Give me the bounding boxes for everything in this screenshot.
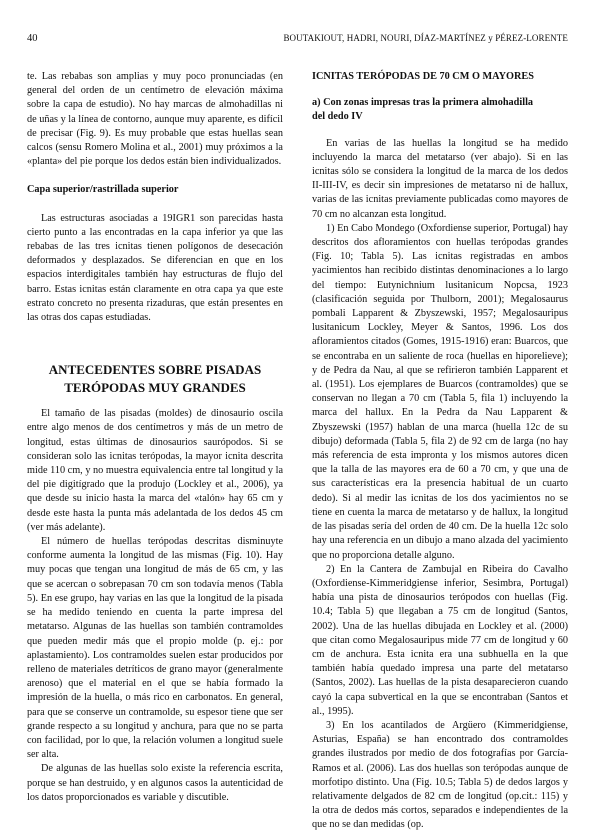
right-column bbox=[312, 70, 568, 833]
paragraph-cantera-zambujal: 2) En la Cantera de Zambujal en Ribeira do Cavalho (Oxfordiense-Kimmeridgiense inferior, Sesimbra, Portugal) había una pista de dinosaurios terópodos con huellas (Fig. 10.4; Tabla 5) que llegaban a 75 cm de longitud (Santos, 2002). Una de las huellas dibujada en Lockley et al. (2000) que citan como Megalosauripus mide 77 cm de longitud y 60 cm de anchura. Esta icnita era una subhuella en la que también había quedado impresa una parte del metatarso (Santos, 2002). Las huellas de la pista desaparecieron cuando cayó la capa subvertical en la que se encontraban (Santos et al., 1995). bbox=[312, 563, 568, 717]
left-column bbox=[27, 70, 283, 805]
section-heading-upper-layer: Capa superior/rastrillada superior bbox=[27, 184, 179, 196]
page-header bbox=[27, 33, 568, 47]
paragraph-written-references: De algunas de las huellas solo existe la referencia escrita, porque se han destruido, y en algunos casos la autenticidad de los datos proporcionados es variable y discutible. bbox=[27, 763, 283, 803]
paragraph-metatarsus-length: En varias de las huellas la longitud se ha medido incluyendo la marca del metatarso (ver abajo). Si en las icnitas sólo se considera la longitud de la marca de los dedos II-III-IV, es decir sin impresiones de metatarso ni de hallux, varias de las icnitas previamente publicadas como mayores de 70 cm no alcanzan esta longitud. bbox=[312, 137, 568, 220]
section-heading-antecedentes-2: TERÓPODAS MUY GRANDES bbox=[64, 380, 246, 396]
page-number: 40 bbox=[27, 33, 38, 44]
subsection-heading-a-1: a) Con zonas impresas tras la primera almohadilla bbox=[312, 97, 534, 109]
paragraph-upper-layer: Las estructuras asociadas a 19IGR1 son parecidas hasta cierto punto a las encontradas en la capa inferior ya que las rebabas de las tres icnitas tienen polígonos de desecación deformados y desplazados. Se diferencian en que en los espacios interdigitales también hay estructuras de flujo del barro. Estas icnitas están claramente en otra capa ya que este estrato concreto no presenta rizaduras, que están presentes en las otras dos capas estudiadas. bbox=[27, 212, 283, 324]
section-heading-antecedentes-1: ANTECEDENTES SOBRE PISADAS bbox=[48, 362, 262, 378]
paragraph-arguero: 3) En los acantilados de Argüero (Kimmeridgiense, Asturias, España) se han encontrado dos contramoldes grandes ilustrados por medio de dos fotografías por García-Ramos et al. (2006). Las dos huellas son terópodas aunque de morfotipo distinto. Una (Fig. 10.5; Tabla 5) de dedos largos y relativamente delgados de 82 cm de longitud (op.cit.: 115) y la otra de dedos más cortos, separados e independientes de la que no se dan medidas (op. bbox=[312, 719, 568, 831]
paragraph-continued: te. Las rebabas son amplias y muy poco pronunciadas (en general del orden de un centímetro de elevación máxima sobre la capa de estudio). No hay marcas de almohadillas ni de uñas y la línea de contorno, aunque muy aparente, es difícil de precisar (Fig. 9). Es muy probable que estas huellas sean calcos (sensu Romero Molina et al., 2001) muy próximos a la «planta» del pie porque los dedos están bien individualizados. bbox=[27, 71, 283, 168]
section-heading-icnitas-70cm: ICNITAS TERÓPODAS DE 70 CM O MAYORES bbox=[312, 71, 534, 82]
subsection-heading-a-2: del dedo IV bbox=[312, 111, 363, 123]
paragraph-footprint-size: El tamaño de las pisadas (moldes) de dinosaurio oscila entre algo menos de dos centímetros y más de un metro de longitud, estas últimas de dinosaurios saurópodos. Si se consideran solo las icnitas terópodas, la mayor icnita descrita mide 110 cm, y no muestra equivalencia entre tal longitud y la del pie digitígrado que la produjo (Lockley et al., 2006), ya que desde su inicio hasta la marca del «talón» hay 65 cm y desde este hasta la punta más adelantada de los dedos 45 cm (ver más adelante). bbox=[27, 408, 283, 533]
paragraph-cabo-mondego: 1) En Cabo Mondego (Oxfordiense superior, Portugal) hay descritos dos afloramientos con huellas terópodas grandes (Fig. 10; Tabla 5). Las icnitas registradas en ambos yacimientos han recibido distintas denominaciones a lo largo del tiempo: Eutynichnium lusitanicum Nopcsa, 1923 (clasificación seguida por Thulborn, 2001); Megalosaurus pombali Lapparent & Zbyszewski, 1957; Megalosauripus lusitanicum Lockley, Meyer & Santos, 1996. Los dos afloramientos citados (Gomes, 1915-1916) eran: Buarcos, que se encontraba en un saliente de roca (huellas en hiporelieve); y de Pedra da Nau, al que se refirieron también Lapparent et al. (1951). Los ejemplares de Buarcos (contramoldes) que se conservan no llegan a 70 cm (Tabla 5, fila 1) incluyendo la marca del hallux. En la Pedra da Nau Lapparent & Zbyszewski (1957) hablan de una marca (huella 12c de su dibujo) deformada (Tabla 5, fila 2) de 92 cm de larga (no hay más referencia de esta impronta y los mismos autores dicen que la talla de las mayores era de 60 a 70 cm, y que una de sus características era la presencia habitual de un cuarto dedo). Si al medir las icnitas de los dos yacimientos no se tiene en cuenta la marca de metatarso y de hallux, la longitud de las pisadas sería del orden de 40 cm. De la huella 12c solo hay una referencia en un dibujo a mano alzada del yacimiento que no proporciona detalle alguno. bbox=[312, 222, 568, 561]
running-head: BOUTAKIOUT, HADRI, NOURI, DÍAZ-MARTÍNEZ y PÉREZ-LORENTE bbox=[283, 33, 568, 43]
paragraph-footprint-count: El número de huellas terópodas descritas disminuyte conforme aumenta la longitud de las mismas (Fig. 10). Hay muy pocas que tengan una longitud de más de 65 cm, y las que se acercan o sobrepasan 70 cm son todavía menos (Tabla 5). En ese grupo, hay varias en las que la longitud de la pisada se ha medido teniendo en cuenta la parte impresa del metatarso. Algunas de las huellas son también contramoldes que pueden medir más que el propio molde (p. ej.: por aplastamiento). Los contramoldes suelen estar producidos por relleno de materiales detríticos de grano mayor (generalmente arenoso) que el material en el que se había formado la impresión de la huella, o más rico en carbonatos. En general, para que se conserve un contramolde, su espesor tiene que ser grande respecto a su longitud y anchura, para que no se parta con facilidad, por lo que, la relación volumen a longitud suele ser alta. bbox=[27, 536, 283, 761]
